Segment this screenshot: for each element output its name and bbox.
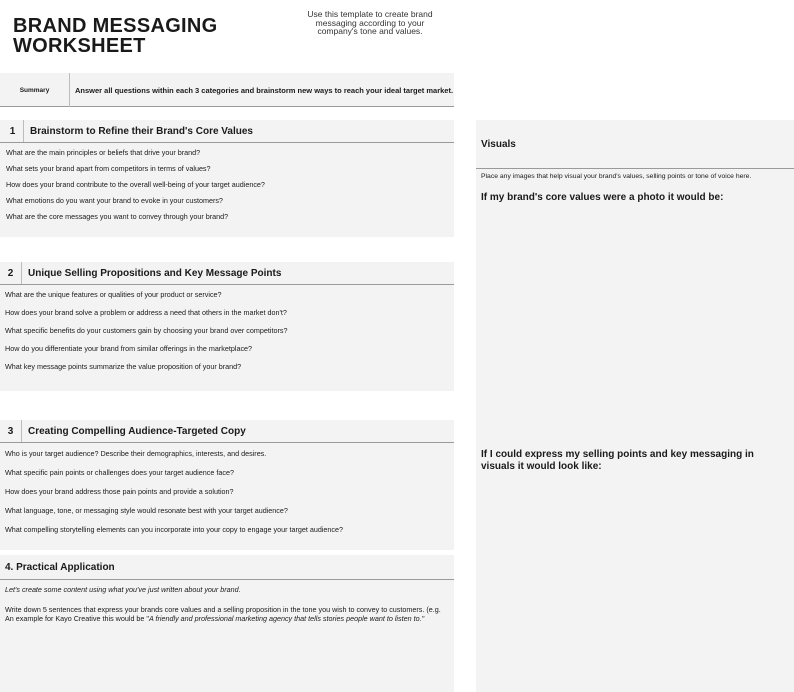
section-title: Creating Compelling Audience-Targeted Copy [28, 425, 246, 437]
section-header [0, 262, 454, 285]
section-title: 4. Practical Application [5, 561, 115, 573]
question: What emotions do you want your brand to evoke in your customers? [6, 196, 223, 205]
section-audience-copy [0, 420, 454, 550]
question: How does your brand address those pain points and provide a solution? [5, 487, 234, 496]
section-core-values [0, 120, 454, 237]
practical-example: A friendly and professional marketing agency that tells stories people want to listen to." [148, 614, 425, 623]
visuals-panel [476, 120, 794, 692]
summary-text: Answer all questions within each 3 categories and brainstorm new ways to reach your ideal target market. [75, 85, 454, 95]
question: What specific benefits do your customers gain by choosing your brand over competitors? [5, 326, 288, 335]
practical-intro: Let's create some content using what you've just written about your brand. [5, 585, 241, 594]
question: What are the main principles or beliefs that drive your brand? [6, 148, 201, 157]
visuals-prompt-selling-points: If I could express my selling points and key messaging in visuals it would look like: [481, 449, 754, 472]
question: What key message points summarize the value proposition of your brand? [5, 362, 242, 371]
question: What are the core messages you want to convey through your brand? [6, 212, 229, 221]
question: What language, tone, or messaging style would resonate best with your target audience? [5, 506, 288, 515]
section-selling-propositions [0, 262, 454, 391]
summary-row [0, 73, 454, 107]
page-subtitle: Use this template to create brand messaging according to your company's tone and values. [307, 9, 433, 36]
question: What compelling storytelling elements can you incorporate into your copy to engage your target audience? [5, 525, 344, 534]
question: What specific pain points or challenges does your target audience face? [5, 468, 234, 477]
title-line-1: BRAND MESSAGING [13, 15, 218, 37]
visuals-prompt-core-values: If my brand's core values were a photo it would be: [481, 192, 724, 203]
section-title: Brainstorm to Refine their Brand's Core Values [30, 125, 253, 137]
practical-body-text: Write down 5 sentences that express your brands core values and a selling proposition in the tone you wish to convey to customers. (e.g. An example for Kayo Creative this would be " [5, 605, 441, 623]
visuals-description: Place any images that help visual your brand's values, selling points or tone of voice here. [481, 173, 752, 180]
summary-label: Summary [0, 73, 70, 107]
section-number: 1 [2, 120, 24, 142]
section-number: 3 [0, 420, 22, 442]
question: How do you differentiate your brand from similar offerings in the marketplace? [5, 344, 253, 353]
visuals-title: Visuals [481, 139, 516, 150]
section-title: Unique Selling Propositions and Key Message Points [28, 267, 282, 279]
visuals-header [476, 120, 794, 169]
section-number: 2 [0, 262, 22, 284]
question: What sets your brand apart from competitors in terms of values? [6, 164, 211, 173]
section-practical-application [0, 555, 454, 692]
section-header [0, 120, 454, 143]
section-header [0, 420, 454, 443]
question: How does your brand contribute to the overall well-being of your target audience? [6, 180, 265, 189]
title-line-2: WORKSHEET [13, 35, 146, 57]
question: Who is your target audience? Describe their demographics, interests, and desires. [5, 449, 267, 458]
page-title [13, 16, 218, 56]
question: How does your brand solve a problem or address a need that others in the market don't? [5, 308, 287, 317]
section-header [0, 555, 454, 580]
question: What are the unique features or qualities of your product or service? [5, 290, 222, 299]
practical-instructions [5, 605, 451, 623]
